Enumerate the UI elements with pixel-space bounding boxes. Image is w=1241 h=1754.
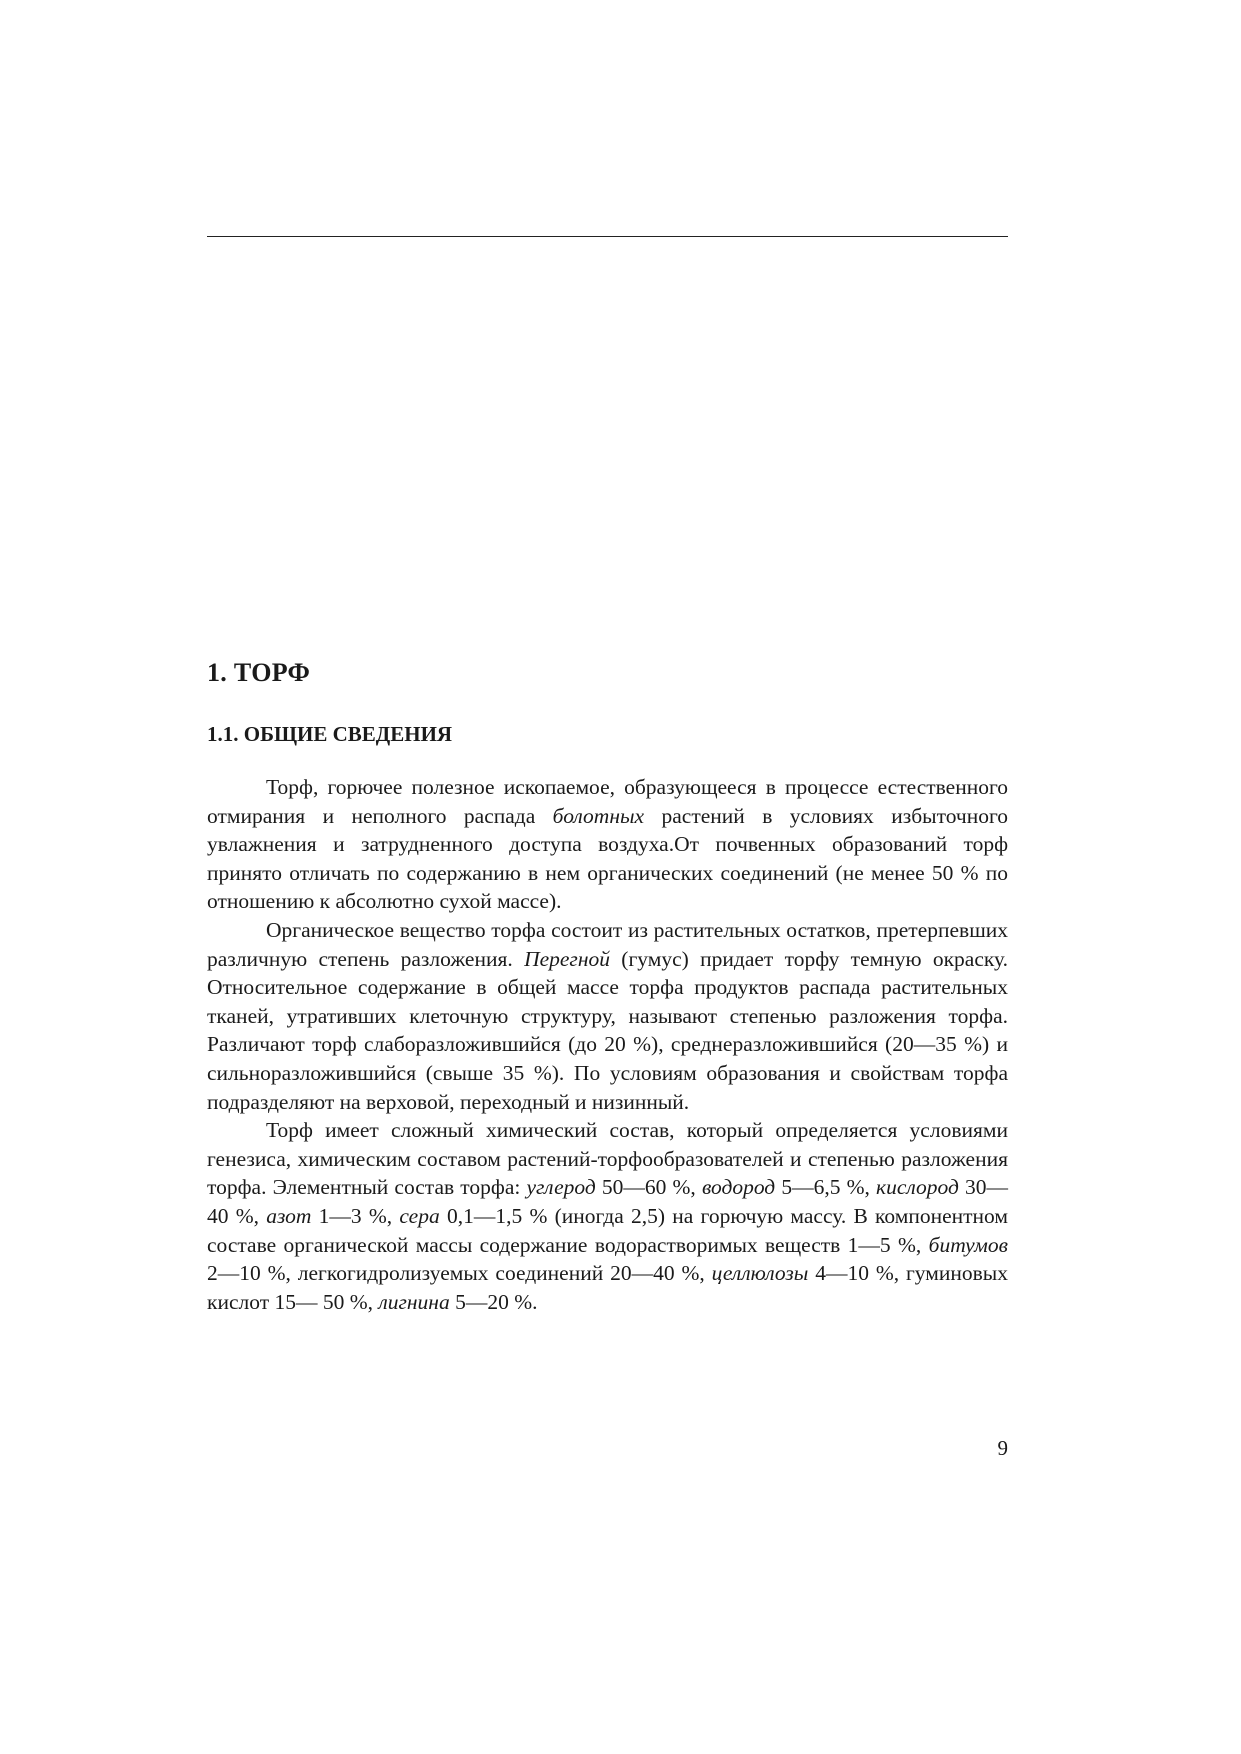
text-run: 1—3 %, (311, 1203, 400, 1228)
italic-term: азот (266, 1203, 312, 1228)
chapter-title: 1. ТОРФ (207, 658, 311, 687)
italic-term: сера (399, 1203, 440, 1228)
text-run: 5—6,5 %, (775, 1175, 877, 1200)
italic-term: болотных (552, 803, 645, 828)
text-run: Торф, горючее полезное ископаемое, образующееся в процессе естественного отмирания и неполного распада (207, 775, 1008, 828)
text-run: 4—10 %, гуминовых кислот 15— 50 %, (207, 1261, 1008, 1314)
italic-term: битумов (928, 1232, 1008, 1257)
italic-term: водород (701, 1175, 776, 1200)
header-rule (207, 236, 1008, 237)
paragraph (207, 1116, 1008, 1316)
page-number: 9 (997, 1436, 1008, 1460)
text-run: Торф имеет сложный химический состав, который определяется условиями генезиса, химическим составом растений-торфообразователей и степенью разложения торфа. Элементный состав торфа: (207, 1118, 1008, 1200)
italic-term: лигнина (378, 1289, 450, 1314)
text-run: 30—40 %, (207, 1175, 1009, 1228)
section-title: 1.1. ОБЩИЕ СВЕДЕНИЯ (207, 722, 453, 746)
italic-term: углерод (526, 1175, 596, 1200)
paragraph (207, 773, 1008, 916)
text-run: растений в условиях избыточного увлажнения и затрудненного доступа воздуха.От почвенных образований торф принято отличать по содержанию в нем органических соединений (не менее 50 % по отношению к абсолютно сухой массе). (207, 803, 1008, 914)
italic-term: кислород (876, 1175, 959, 1200)
body-text (207, 773, 1008, 1316)
text-run: 5—20 %. (449, 1289, 538, 1314)
text-run: 50—60 %, (595, 1175, 702, 1200)
paragraph (207, 916, 1008, 1116)
text-run: 0,1—1,5 % (иногда 2,5) на горючую массу. В компонентном составе органической массы содержание водорастворимых веществ 1—5 %, (207, 1203, 1008, 1257)
text-run: Органическое вещество торфа состоит из растительных остатков, претерпевших различную степень разложения. (207, 917, 1008, 971)
italic-term: Перегной (524, 946, 610, 971)
text-run: (гумус) придает торфу темную окраску. Относительное содержание в общей массе торфа продуктов распада растительных тканей, утративших клеточную структуру, называют степенью разложения торфа. Различают торф слаборазложившийся (до 20 %), среднеразложившийся (20—35 %) и сильноразложившийся (свыше 35 %). По условиям образования и свойствам торфа подразделяют на верховой, переходный и низинный. (207, 946, 1008, 1114)
italic-term: целлюлозы (711, 1261, 809, 1286)
text-run: 2—10 %, легкогидролизуемых соединений 20—40 %, (207, 1261, 712, 1286)
